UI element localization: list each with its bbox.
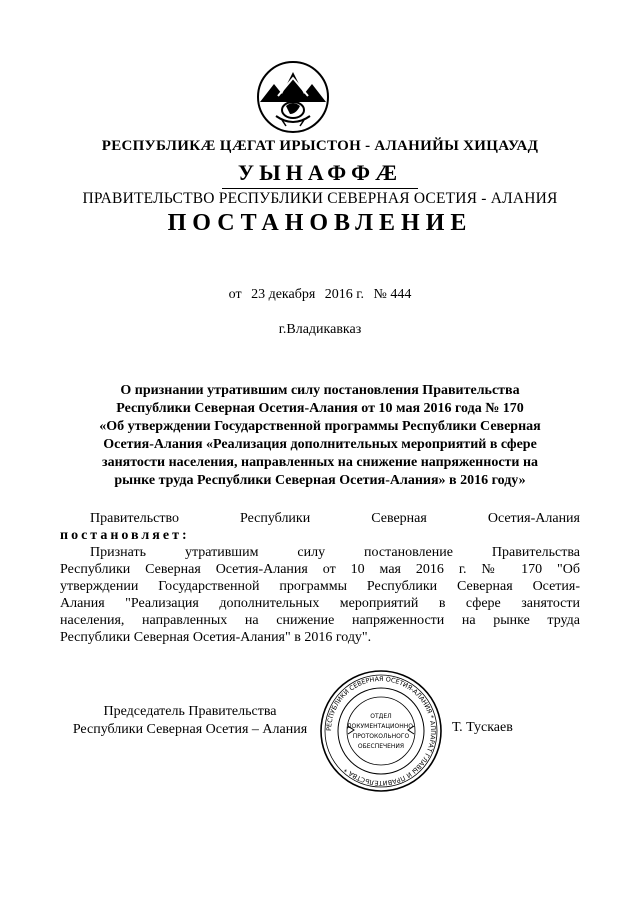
date-prefix: от — [228, 287, 242, 302]
body-line: Республики Северная Осетия-Алания от 10 мая 2016 г. № 170 "Об — [60, 562, 580, 577]
dateline — [0, 287, 640, 303]
ossetian-republic-heading: РЕСПУБЛИКӔ ЦӔГАТ ИРЫСТОН - АЛАНИЙЫ ХИЦАУАД — [101, 138, 539, 154]
title-line: Республики Северная Осетия-Алания от 10 мая 2016 года № 170 — [116, 401, 524, 416]
government-heading: ПРАВИТЕЛЬСТВО РЕСПУБЛИКИ СЕВЕРНАЯ ОСЕТИЯ - АЛАНИЯ — [82, 190, 558, 207]
title-line: занятости населения, направленных на снижение напряженности на — [101, 455, 539, 470]
decree-date: 23 декабря — [251, 287, 316, 302]
title-line: О признании утратившим силу постановления Правительства — [120, 383, 520, 398]
document-type-heading: ПОСТАНОВЛЕНИЕ — [167, 210, 473, 236]
svg-text:РЕСПУБЛИКИ СЕВЕРНАЯ ОСЕТИЯ-АЛА — [325, 675, 437, 787]
title-line: «Об утверждении Государственной программы Республики Северная — [99, 419, 541, 434]
title-line: Осетия-Алания «Реализация дополнительных мероприятий в сфере — [103, 437, 537, 452]
body-line: Алания "Реализация дополнительных мероприятий в сфере занятости — [60, 596, 580, 611]
decree-body — [60, 510, 580, 646]
heading-divider — [222, 188, 418, 189]
signatory-position — [60, 703, 320, 739]
body-line: Признать утратившим силу постановление Правительства — [90, 545, 580, 560]
official-stamp — [318, 668, 444, 794]
city: г.Владикавказ — [278, 322, 362, 337]
decree-year: 2016 г. — [324, 287, 364, 302]
decree-number: № 444 — [373, 287, 412, 302]
position-line: Республики Северная Осетия – Алания — [72, 722, 308, 737]
stamp-center-text: ОБЕСПЕЧЕНИЯ — [357, 743, 405, 750]
body-last-line: Республики Северная Осетия-Алания" в 2016 году". — [60, 630, 372, 645]
ossetian-decree-heading: УЫНАФФӔ — [237, 160, 403, 185]
body-line: утверждении Государственной программы Республики Северная Осетия- — [60, 579, 580, 594]
signatory-name: Т. Тускаев — [452, 720, 513, 735]
coat-of-arms-emblem — [256, 60, 330, 134]
intro-line: Правительство Республики Северная Осетия-Алания — [90, 511, 580, 526]
stamp-ring-text: РЕСПУБЛИКИ СЕВЕРНАЯ ОСЕТИЯ-АЛАНИЯ * АППАРАТ ГЛАВЫ И ПРАВИТЕЛЬСТВА * — [324, 674, 438, 788]
stamp-center-text: ДОКУМЕНТАЦИОННО- — [346, 723, 416, 730]
body-line: населения, направленных на снижение напряженности на рынке труда — [60, 613, 580, 628]
position-line: Председатель Правительства — [103, 704, 277, 719]
title-line: рынке труда Республики Северная Осетия-Алания» в 2016 году» — [114, 473, 526, 488]
decree-title — [60, 382, 580, 490]
resolves-label: постановляет: — [60, 528, 190, 543]
stamp-center-text: ПРОТОКОЛЬНОГО — [352, 733, 410, 740]
stamp-center-text: ОТДЕЛ — [370, 713, 392, 720]
